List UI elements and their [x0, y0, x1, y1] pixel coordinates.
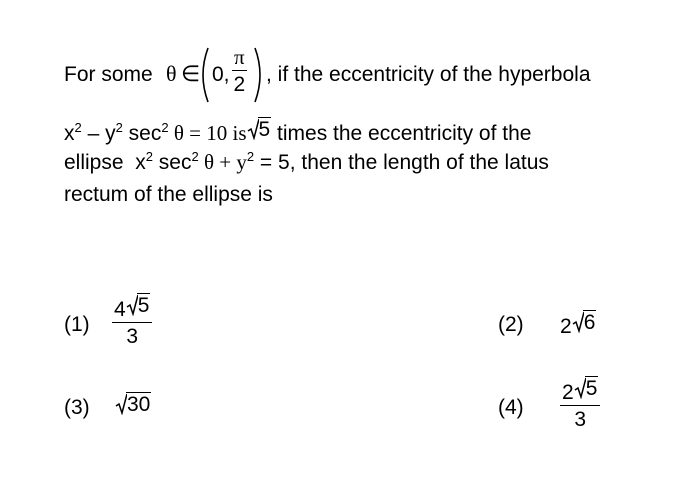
right-paren — [252, 46, 266, 104]
denominator: 3 — [574, 408, 587, 431]
exponent: 2 — [161, 120, 169, 135]
sqrt-5 — [126, 293, 151, 316]
option-2-value — [560, 310, 596, 337]
radicand: 6 — [583, 311, 596, 334]
sqrt-6 — [572, 310, 597, 333]
intro-text: For some — [64, 63, 153, 86]
exponent: 2 — [115, 120, 123, 135]
pi-over-2-fraction — [232, 47, 247, 95]
numerator — [112, 293, 152, 322]
line3-rest: then the length of the latus — [295, 151, 549, 174]
intro-continuation: , if the eccentricity of the hyperbola — [266, 63, 591, 86]
radicand: 5 — [137, 294, 150, 317]
hyperbola-equation-line — [64, 117, 531, 144]
theta-plus-y: θ + y — [198, 150, 247, 174]
theta-equals-10: θ = 10 is — [168, 121, 247, 145]
pi-symbol: π — [234, 45, 245, 69]
sqrt-5 — [247, 117, 272, 140]
element-of-symbol: ∈ — [181, 61, 201, 86]
exponent: 2 — [191, 149, 199, 164]
exponent: 2 — [246, 149, 255, 164]
option-1-fraction — [112, 293, 152, 347]
option-3-label: (3) — [64, 396, 90, 419]
ellipse-equation-line — [64, 149, 549, 174]
x-var: x — [64, 122, 75, 145]
line4-text: rectum of the ellipse is — [64, 183, 273, 206]
sec-fn: sec — [152, 151, 192, 174]
sqrt-5 — [574, 376, 599, 399]
line2-rest: times the eccentricity of the — [271, 122, 532, 145]
ellipse-word: ellipse — [64, 151, 124, 174]
option-4-fraction — [560, 376, 600, 430]
equals-5: = 5, — [254, 151, 296, 174]
denominator-two: 2 — [233, 73, 246, 96]
interval-start: 0, — [212, 63, 230, 86]
exponent: 2 — [74, 120, 82, 135]
coefficient: 2 — [560, 315, 572, 338]
left-paren — [197, 46, 211, 104]
sec-fn: sec — [122, 122, 162, 145]
option-1-label: (1) — [64, 313, 90, 336]
x-var: x — [135, 151, 146, 174]
radicand: 30 — [127, 393, 151, 416]
denominator: 3 — [126, 325, 139, 348]
sqrt-30 — [115, 392, 151, 415]
option-3-value — [115, 392, 151, 419]
exponent: 2 — [145, 149, 153, 164]
coefficient: 4 — [114, 298, 126, 321]
theta-symbol: θ — [166, 61, 177, 86]
option-4-label: (4) — [498, 396, 524, 419]
coefficient: 2 — [562, 381, 574, 404]
minus-y: – y — [81, 122, 116, 145]
numerator — [560, 376, 600, 405]
radicand: 5 — [258, 118, 271, 141]
radicand: 5 — [585, 377, 598, 400]
option-2-label: (2) — [498, 313, 524, 336]
